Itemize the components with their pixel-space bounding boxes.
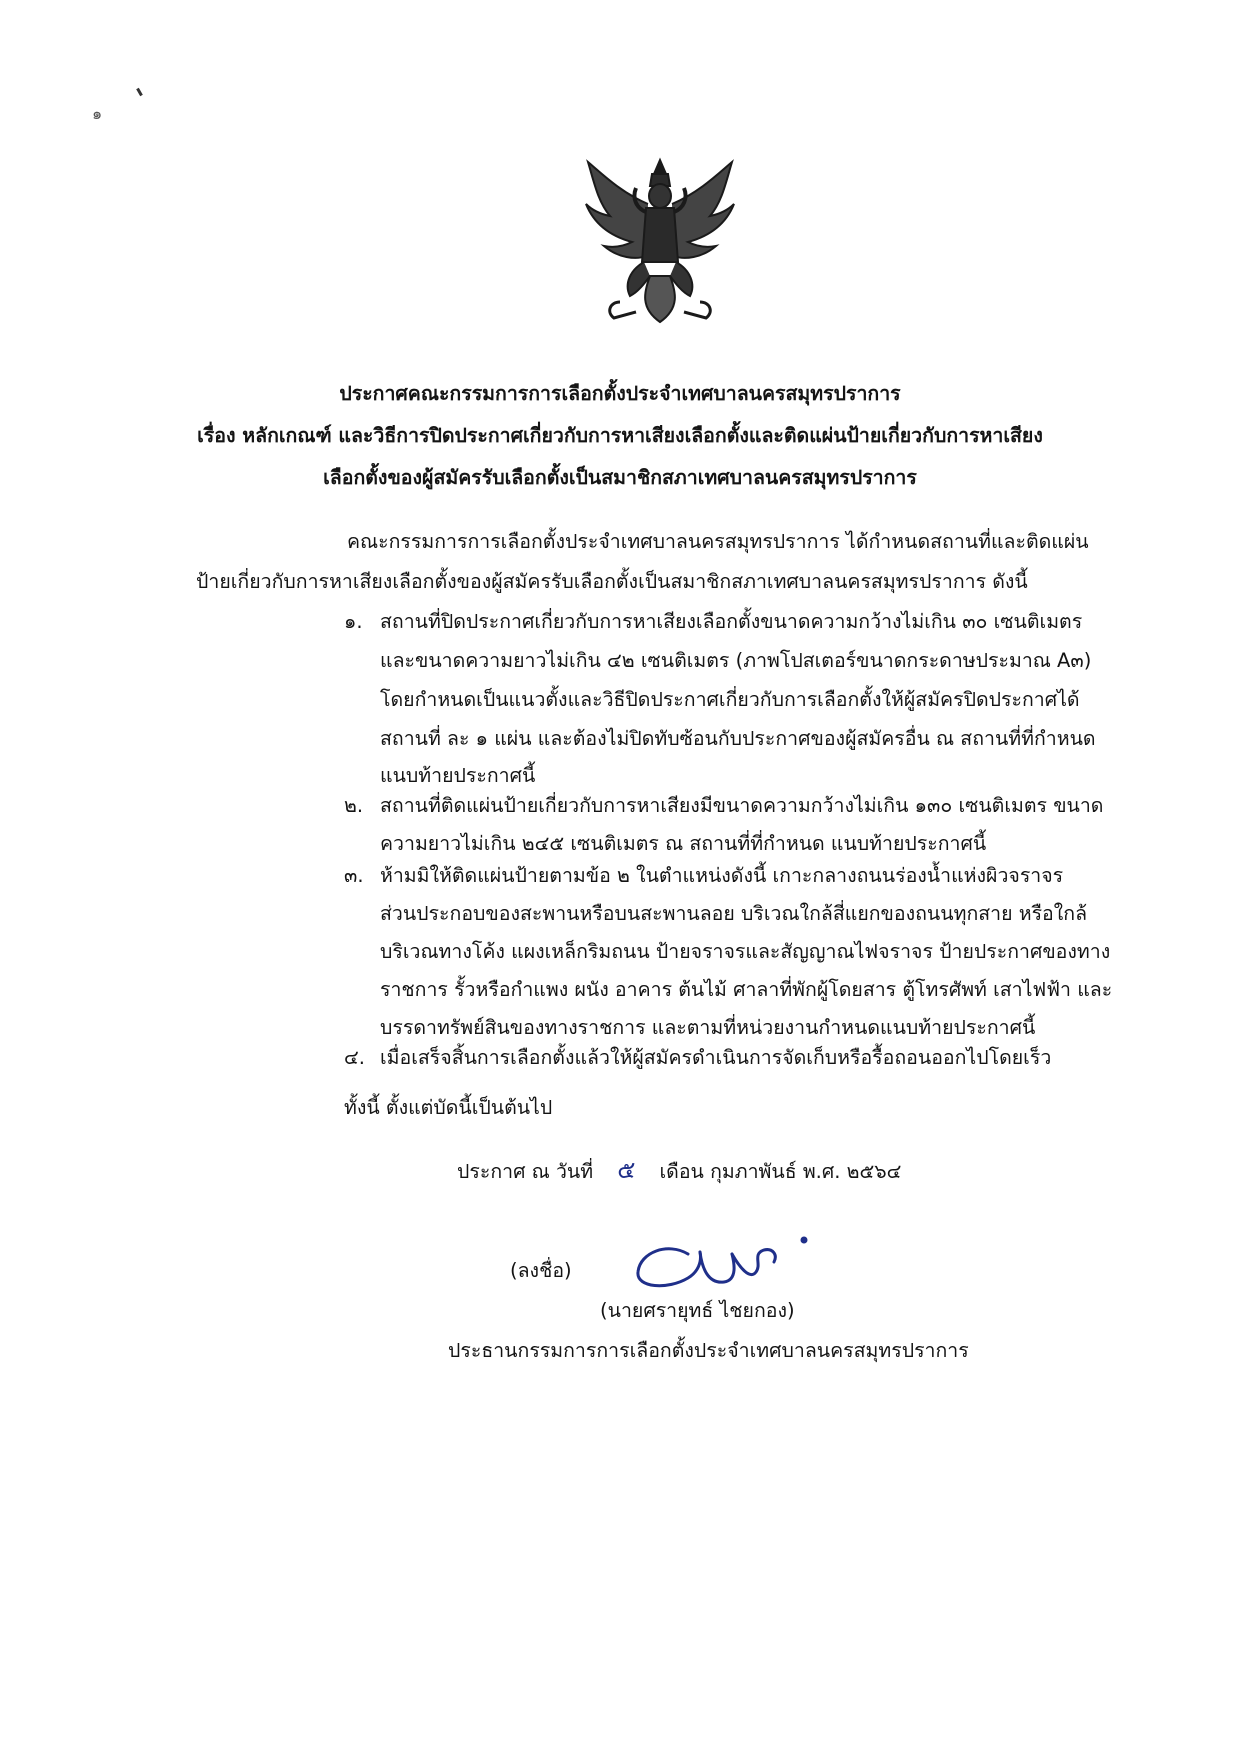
signature-label: (ลงชื่อ) <box>510 1259 572 1282</box>
item-2-line-1: สถานที่ติดแผ่นป้ายเกี่ยวกับการหาเสียงมีขนาดความกว้างไม่เกิน ๑๓๐ เซนติเมตร ขนาด <box>380 794 1104 817</box>
corner-tick-mark <box>136 88 143 96</box>
item-1-line-1: สถานที่ปิดประกาศเกี่ยวกับการหาเสียงเลือกตั้งขนาดความกว้างไม่เกิน ๓๐ เซนติเมตร <box>380 610 1083 633</box>
garuda-emblem-icon <box>580 152 740 332</box>
signer-name: (นายศรายุทธ์ ไชยกอง) <box>600 1299 795 1322</box>
handwritten-signature <box>628 1232 818 1302</box>
item-1-line-3: โดยกำหนดเป็นแนวตั้งและวิธีปิดประกาศเกี่ยวกับการเลือกตั้งให้ผู้สมัครปิดประกาศได้ <box>380 688 1080 711</box>
item-2-number: ๒. <box>344 794 364 817</box>
item-3-number: ๓. <box>344 864 364 887</box>
item-4-line-1: เมื่อเสร็จสิ้นการเลือกตั้งแล้วให้ผู้สมัครดำเนินการจัดเก็บหรือรื้อถอนออกไปโดยเร็ว <box>380 1046 1052 1069</box>
heading-line-3: เลือกตั้งของผู้สมัครรับเลือกตั้งเป็นสมาชิกสภาเทศบาลนครสมุทรปราการ <box>323 466 917 489</box>
announcement-date <box>457 1150 901 1189</box>
heading-line-1: ประกาศคณะกรรมการการเลือกตั้งประจำเทศบาลนครสมุทรปราการ <box>339 382 901 405</box>
date-prefix: ประกาศ ณ วันที่ <box>457 1160 594 1183</box>
intro-line-1: คณะกรรมการการเลือกตั้งประจำเทศบาลนครสมุทรปราการ ได้กำหนดสถานที่และติดแผ่น <box>347 530 1089 553</box>
item-3-line-2: ส่วนประกอบของสะพานหรือบนสะพานลอย บริเวณใกล้สี่แยกของถนนทุกสาย หรือใกล้ <box>380 902 1088 925</box>
item-2-line-2: ความยาวไม่เกิน ๒๔๕ เซนติเมตร ณ สถานที่ที่กำหนด แนบท้ายประกาศนี้ <box>380 832 987 855</box>
heading-line-2: เรื่อง หลักเกณฑ์ และวิธีการปิดประกาศเกี่ยวกับการหาเสียงเลือกตั้งและติดแผ่นป้ายเกี่ยวกับการหาเสียง <box>197 424 1043 447</box>
item-3-line-3: บริเวณทางโค้ง แผงเหล็กริมถนน ป้ายจราจรและสัญญาณไฟจราจร ป้ายประกาศของทาง <box>380 940 1111 963</box>
item-1-line-5: แนบท้ายประกาศนี้ <box>380 764 536 787</box>
date-day: ๕ <box>617 1156 636 1184</box>
item-3-line-1: ห้ามมิให้ติดแผ่นป้ายตามข้อ ๒ ในตำแหน่งดังนี้ เกาะกลางถนนร่องน้ำแห่งผิวจราจร <box>380 864 1064 887</box>
item-3-line-4: ราชการ รั้วหรือกำแพง ผนัง อาคาร ต้นไม้ ศาลาที่พักผู้โดยสาร ตู้โทรศัพท์ เสาไฟฟ้า และ <box>380 978 1113 1001</box>
effective-clause: ทั้งนี้ ตั้งแต่บัดนี้เป็นต้นไป <box>344 1096 553 1119</box>
item-1-number: ๑. <box>344 610 363 633</box>
corner-page-mark: ๑ <box>92 104 103 123</box>
item-3-line-5: บรรดาทรัพย์สินของทางราชการ และตามที่หน่วยงานกำหนดแนบท้ายประกาศนี้ <box>380 1016 1036 1039</box>
date-month-year: เดือน กุมภาพันธ์ พ.ศ. ๒๕๖๔ <box>659 1160 902 1183</box>
signer-title: ประธานกรรมการการเลือกตั้งประจำเทศบาลนครสมุทรปราการ <box>448 1339 969 1362</box>
item-1-line-2: และขนาดความยาวไม่เกิน ๔๒ เซนติเมตร (ภาพโปสเตอร์ขนาดกระดาษประมาณ A๓) <box>380 649 1092 672</box>
item-4-number: ๔. <box>344 1046 365 1069</box>
intro-line-2: ป้ายเกี่ยวกับการหาเสียงเลือกตั้งของผู้สมัครรับเลือกตั้งเป็นสมาชิกสภาเทศบาลนครสมุทรปราการ ดังนี้ <box>196 570 1028 593</box>
item-1-line-4: สถานที่ ละ ๑ แผ่น และต้องไม่ปิดทับซ้อนกับประกาศของผู้สมัครอื่น ณ สถานที่ที่กำหนด <box>380 727 1096 750</box>
